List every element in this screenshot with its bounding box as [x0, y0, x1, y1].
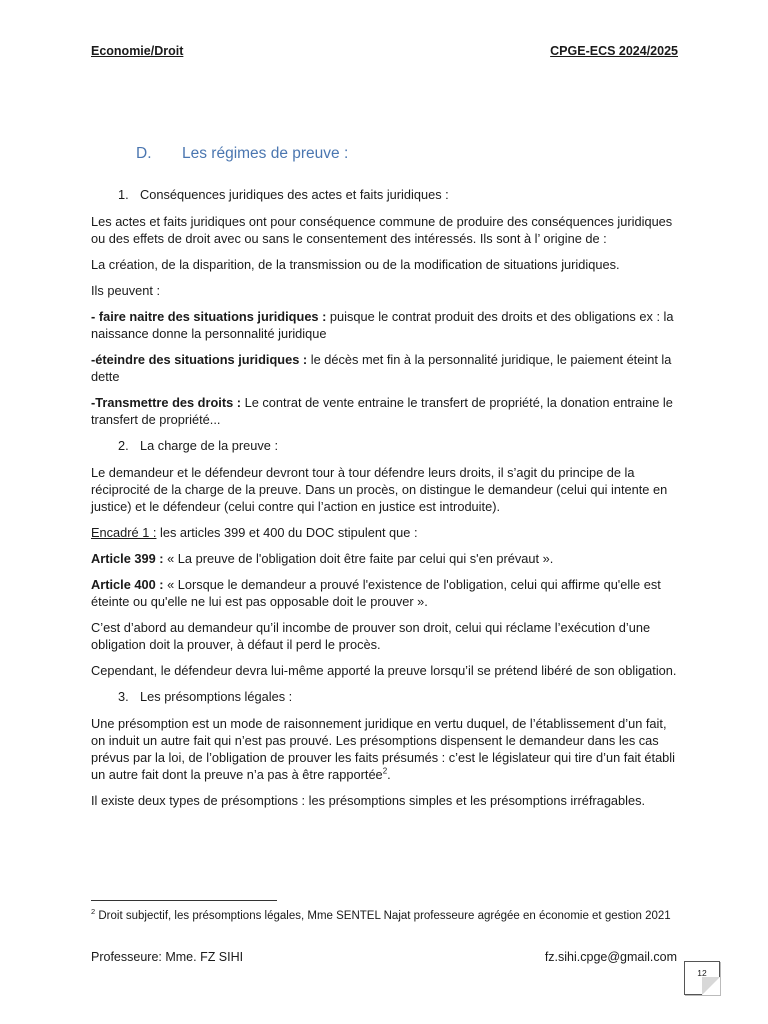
subsection-2-heading: [118, 437, 680, 454]
article-400: [91, 576, 680, 610]
footer-email: fz.sihi.cpge@gmail.com: [544, 950, 677, 964]
article-label: Article 399 :: [91, 551, 164, 566]
paragraph: Les actes et faits juridiques ont pour conséquence commune de produire des conséquences juridiques ou des effets de droit avec ou sans le consentement des intéressés. Ils sont à l’ origine de :: [91, 214, 673, 246]
subsection-1-heading: [118, 186, 680, 203]
paragraph: Le demandeur et le défendeur devront tour à tour défendre leurs droits, il s’agit du principe de la réciprocité de la charge de la preuve. Dans un procès, on distingue le demandeur (celui qui intente en justice) et le défendeur (celui contre qui l’action en justice est introduite).: [91, 465, 668, 514]
list-item: [91, 351, 680, 385]
footnote: [91, 908, 680, 924]
list-item-lead: -Transmettre des droits :: [91, 395, 242, 410]
section-title: [136, 145, 348, 163]
footnote-reference: 2: [382, 766, 388, 776]
list-item-text: le décès met fin à la personnalité juridique, le paiement éteint la dette: [91, 352, 672, 384]
encadre-intro: [91, 524, 680, 541]
list-item-text: Le contrat de vente entraine le transfert de propriété, la donation entraine le transfert de propriété...: [91, 395, 673, 427]
list-item: [91, 394, 680, 428]
paragraph: Ils peuvent :: [91, 283, 161, 298]
main-content: [91, 186, 680, 818]
footnote-divider: [91, 900, 277, 901]
paragraph-end: .: [387, 767, 391, 782]
page-number: 12: [697, 968, 707, 978]
article-label: Article 400 :: [91, 577, 164, 592]
subsection-title: Les présomptions légales :: [140, 689, 293, 704]
footnote-mark: 2: [91, 907, 96, 917]
encadre-label: Encadré 1 :: [91, 525, 157, 540]
subsection-number: 1.: [118, 187, 129, 202]
page-fold-icon: [702, 977, 720, 995]
list-item-lead: -éteindre des situations juridiques :: [91, 352, 308, 367]
paragraph: La création, de la disparition, de la transmission ou de la modification de situations juridiques.: [91, 257, 620, 272]
list-item-lead: - faire naitre des situations juridiques :: [91, 309, 327, 324]
paragraph: C’est d’abord au demandeur qu’il incombe de prouver son droit, celui qui réclame l’exécution d’une obligation doit la prouver, à défaut il perd le procès.: [91, 620, 651, 652]
header-class-year: CPGE-ECS 2024/2025: [550, 44, 678, 58]
paragraph: Il existe deux types de présomptions : les présomptions simples et les présomptions irréfragables.: [91, 793, 646, 808]
subsection-title: La charge de la preuve :: [140, 438, 279, 453]
subsection-3-heading: [118, 688, 680, 705]
footnote-text: Droit subjectif, les présomptions légales, Mme SENTEL Najat professeure agrégée en économie et gestion 2021: [95, 910, 671, 922]
section-letter: D.: [136, 145, 152, 162]
paragraph-text: Une présomption est un mode de raisonnement juridique en vertu duquel, de l’établissement d’un fait, on induit un autre fait qui n’est pas prouvé. Les présomptions dispensent le demandeur dans les cas prévus par la loi, de l’obligation de prouver les faits présumés : c’est le législateur qui tire d’un fait établi un autre fait dont la preuve n’a pas à être rapportée: [91, 716, 675, 782]
subsection-title: Conséquences juridiques des actes et faits juridiques :: [140, 187, 449, 202]
subsection-number: 2.: [118, 438, 129, 453]
list-item-text: puisque le contrat produit des droits et des obligations ex : la naissance donne la personnalité juridique: [91, 309, 674, 341]
subsection-number: 3.: [118, 689, 129, 704]
paragraph: [91, 715, 680, 783]
article-text: « La preuve de l'obligation doit être faite par celui qui s'en prévaut ».: [163, 551, 554, 566]
section-title-text: Les régimes de preuve :: [182, 145, 349, 162]
article-text: « Lorsque le demandeur a prouvé l'existence de l'obligation, celui qui affirme qu'elle est éteinte ou qu'elle ne lui est pas opposable doit le prouver ».: [91, 577, 661, 609]
footer-author: Professeure: Mme. FZ SIHI: [91, 950, 244, 964]
paragraph: Cependant, le défendeur devra lui-même apporté la preuve lorsqu’il se prétend libéré de son obligation.: [91, 663, 677, 678]
article-399: [91, 550, 680, 567]
list-item: [91, 308, 680, 342]
page-number-badge: [684, 961, 720, 995]
header-subject: Economie/Droit: [91, 44, 184, 58]
encadre-text: les articles 399 et 400 du DOC stipulent que :: [156, 525, 418, 540]
